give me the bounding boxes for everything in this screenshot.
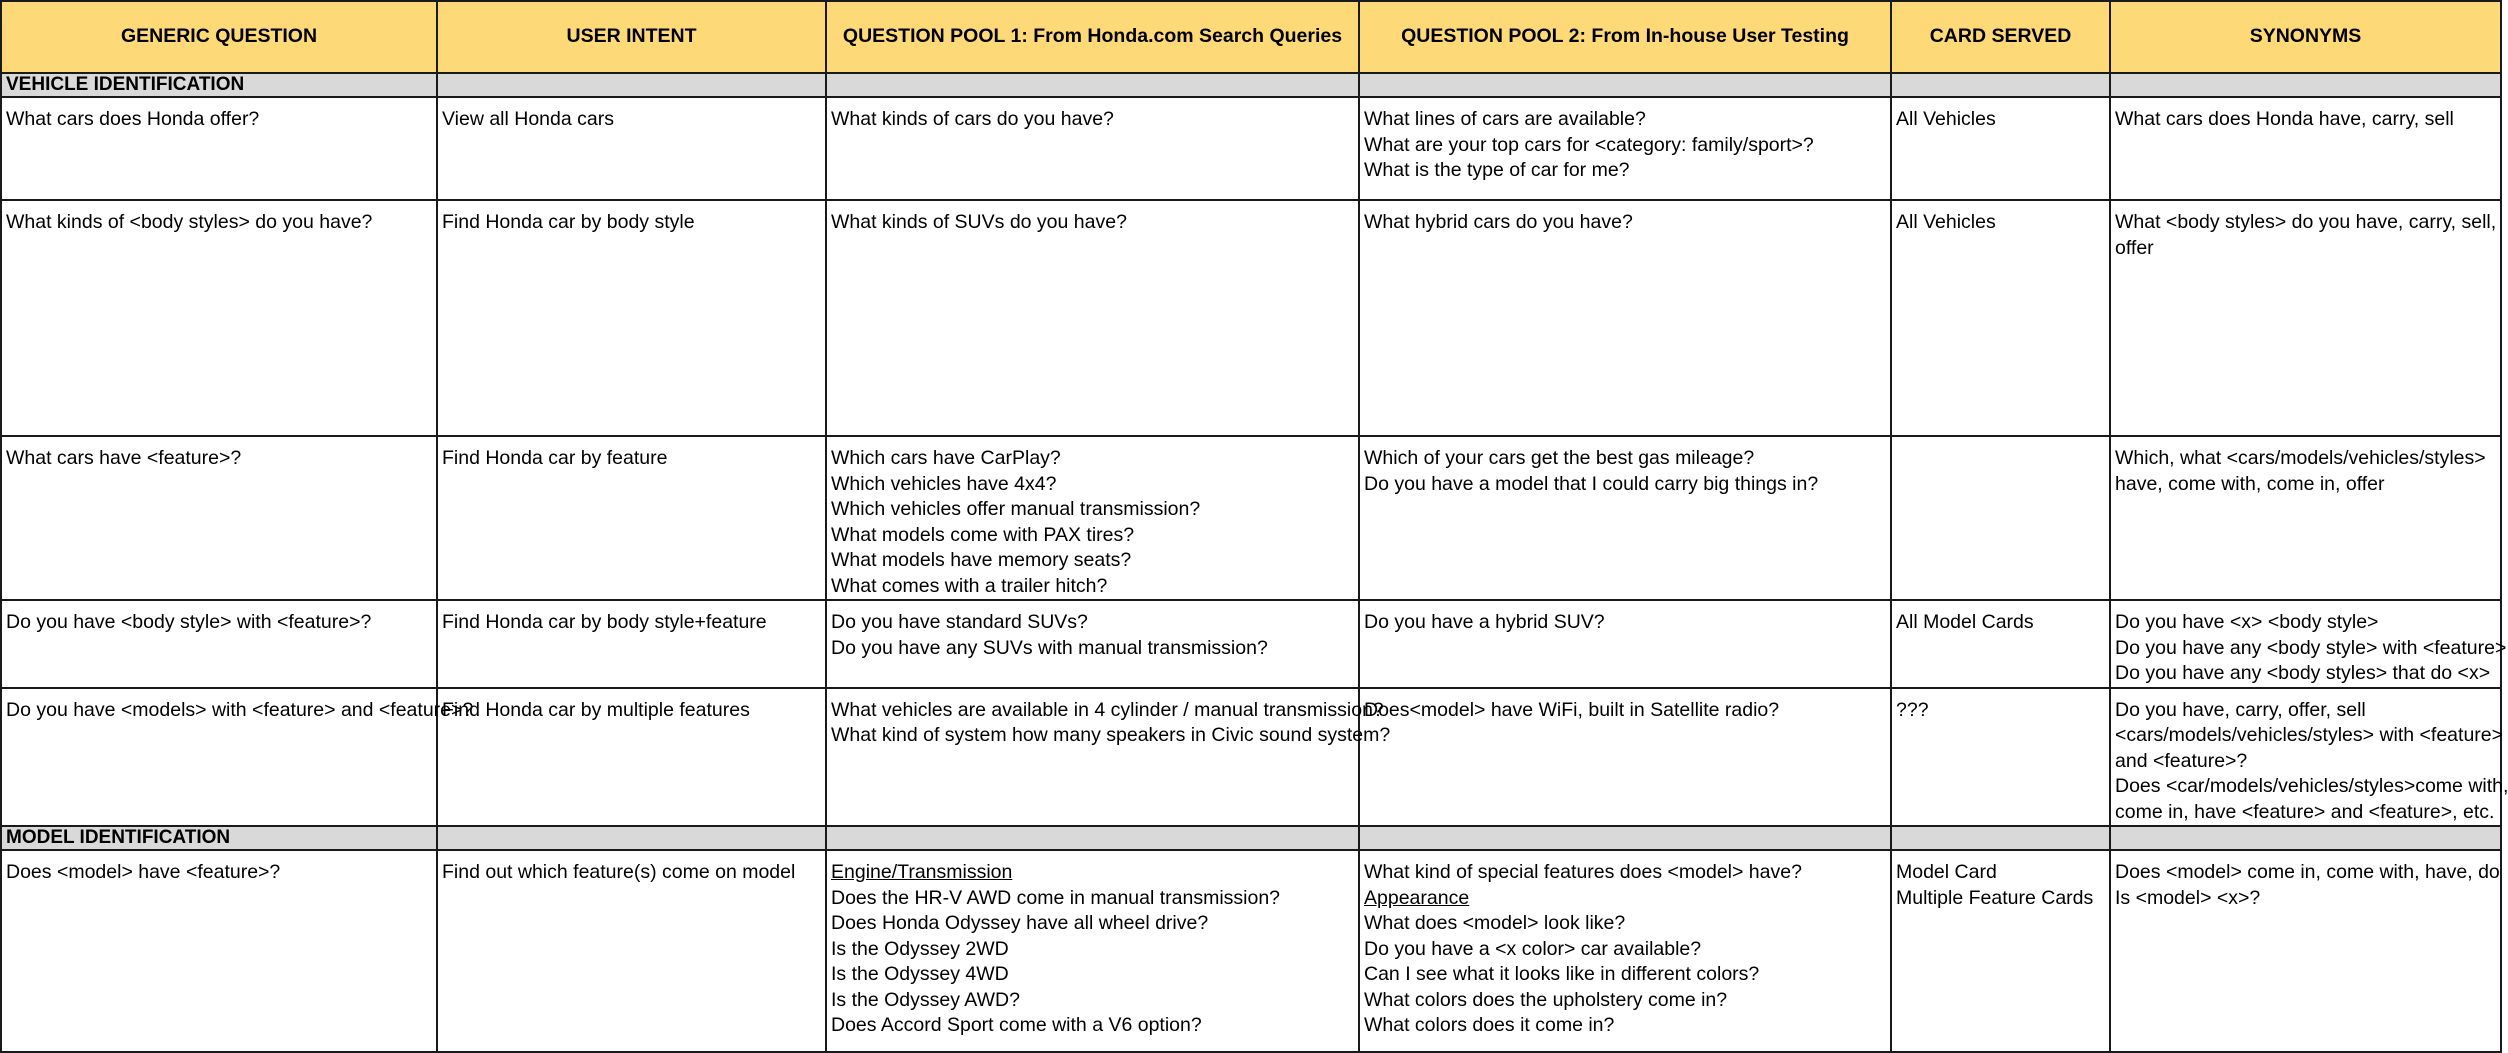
cell-content <box>827 98 1358 133</box>
cell-line: What kind of system how many speakers in Civic sound system? <box>831 724 1391 746</box>
cell-line: What cars does Honda offer? <box>6 108 260 130</box>
card-served-cell[interactable] <box>1891 850 2110 1052</box>
cell-line: What comes with a trailer hitch? <box>831 574 1108 597</box>
cell-line: What vehicles are available in 4 cylinder / manual transmission? <box>831 698 1384 721</box>
cell-line: Is the Odyssey 4WD <box>831 963 1009 985</box>
header-question-pool-2[interactable]: QUESTION POOL 2: From In-house User Testing <box>1359 1 1891 73</box>
cell-line: What kind of special features does <model> have? <box>1364 861 1802 883</box>
synonyms-cell[interactable] <box>2110 200 2501 436</box>
synonyms-cell[interactable] <box>2110 688 2508 827</box>
cell-line: Does <model> come in, come with, have, do <box>2115 861 2500 883</box>
cell-line: Find out which feature(s) come on model <box>442 861 796 883</box>
table-row <box>1 436 2501 600</box>
synonyms-cell[interactable] <box>2110 436 2501 600</box>
card-served-cell[interactable] <box>1891 200 2110 436</box>
cell-line: Do you have any <body styles> that do <x> <box>2115 662 2491 684</box>
cell-line: Find Honda car by feature <box>442 447 668 469</box>
question-pool-2-cell[interactable] <box>1359 600 1891 688</box>
cell-line: Does Honda Odyssey have all wheel drive? <box>831 912 1209 934</box>
card-served-cell[interactable] <box>1891 600 2110 688</box>
cell-line: Do you have <models> with <feature> and <feature>? <box>6 698 474 721</box>
cell-content <box>1360 851 1890 1039</box>
section-header-row <box>1 826 2501 850</box>
cell-line: Multiple Feature Cards <box>1896 886 2094 909</box>
cell-content <box>2 437 436 472</box>
generic-question-cell[interactable] <box>1 436 437 600</box>
cell-content <box>1892 689 2109 724</box>
cell-line: All Vehicles <box>1896 211 1996 233</box>
cell-content <box>1892 437 2109 446</box>
table-row <box>1 600 2501 688</box>
cell-line: What <body styles> do you have, carry, sell, <box>2115 211 2497 233</box>
question-pool-1-cell[interactable] <box>826 97 1359 200</box>
cell-line: <cars/models/vehicles/styles> with <feature> <box>2115 724 2504 746</box>
question-pool-1-cell[interactable] <box>826 850 1359 1052</box>
cell-line: Which vehicles have 4x4? <box>831 472 1057 495</box>
header-synonyms[interactable]: SYNONYMS <box>2110 1 2501 73</box>
cell-content <box>827 689 1391 749</box>
cell-line: Do you have <x> <body style> <box>2115 611 2379 633</box>
subheading-label: Engine/Transmission <box>831 861 1013 883</box>
cell-line: Which of your cars get the best gas mileage? <box>1364 447 1755 469</box>
header-question-pool-1[interactable]: QUESTION POOL 1: From Honda.com Search Queries <box>826 1 1359 73</box>
card-served-cell[interactable] <box>1891 688 2110 827</box>
user-intent-cell[interactable] <box>437 200 826 436</box>
section-header-cell[interactable] <box>826 826 1359 850</box>
question-pool-2-cell[interactable] <box>1359 97 1891 200</box>
cell-line: Model Card <box>1896 861 1997 883</box>
cell-line: What colors does the upholstery come in? <box>1364 988 1728 1011</box>
synonyms-cell[interactable] <box>2110 850 2501 1052</box>
table-row <box>1 200 2501 436</box>
card-served-cell[interactable] <box>1891 97 2110 200</box>
question-pool-1-cell[interactable] <box>826 600 1359 688</box>
cell-content <box>827 601 1358 661</box>
user-intent-cell[interactable] <box>437 850 826 1052</box>
cell-content <box>1360 98 1890 184</box>
subheading-label: Appearance <box>1364 886 1470 909</box>
cell-line: Is the Odyssey 2WD <box>831 937 1009 960</box>
cell-line: Do you have any <body style> with <feature> <box>2115 636 2507 659</box>
cell-content <box>438 98 825 133</box>
cell-content <box>1360 201 1890 236</box>
cell-line: come in, have <feature> and <feature>, etc. <box>2115 800 2495 823</box>
header-user-intent[interactable]: USER INTENT <box>437 1 826 73</box>
cell-line: What cars does Honda have, carry, sell <box>2115 108 2454 130</box>
generic-question-cell[interactable] <box>1 850 437 1052</box>
cell-line: Do you have a <x color> car available? <box>1364 937 1702 960</box>
cell-content <box>1360 437 1890 497</box>
cell-line: Does <car/models/vehicles/styles>come with, <box>2115 775 2508 797</box>
cell-line: What colors does it come in? <box>1364 1014 1615 1036</box>
cell-content <box>2 201 436 236</box>
section-header-cell[interactable] <box>437 826 826 850</box>
cell-line: What cars have <feature>? <box>6 447 242 469</box>
table-row <box>1 850 2501 1052</box>
table-row <box>1 688 2501 827</box>
cell-line: Do you have any SUVs with manual transmission? <box>831 636 1268 659</box>
generic-question-cell[interactable] <box>1 600 437 688</box>
cell-line: What lines of cars are available? <box>1364 108 1646 130</box>
header-generic-question[interactable]: GENERIC QUESTION <box>1 1 437 73</box>
cell-content <box>2111 601 2507 687</box>
user-intent-cell[interactable] <box>437 688 826 827</box>
cell-line: What kinds of <body styles> do you have? <box>6 211 373 233</box>
cell-line: What models come with PAX tires? <box>831 523 1135 546</box>
cell-content <box>2 601 436 636</box>
cell-line: What hybrid cars do you have? <box>1364 211 1633 233</box>
cell-content <box>2 851 436 886</box>
generic-question-cell[interactable] <box>1 688 474 827</box>
question-pool-2-cell[interactable] <box>1359 200 1891 436</box>
cell-line: Is <model> <x>? <box>2115 886 2261 909</box>
cell-line: Which vehicles offer manual transmission? <box>831 498 1201 520</box>
cell-content <box>1360 689 1890 724</box>
cell-line: Do you have standard SUVs? <box>831 611 1088 633</box>
section-header-cell[interactable] <box>1891 826 2110 850</box>
section-header-cell[interactable] <box>2110 826 2501 850</box>
cell-content <box>438 601 825 636</box>
generic-question-cell[interactable] <box>1 200 437 436</box>
cell-line: Does <model> have <feature>? <box>6 861 281 883</box>
section-header-cell[interactable] <box>1359 73 1891 97</box>
cell-line: Which, what <cars/models/vehicles/styles> <box>2115 447 2486 469</box>
cell-line: ??? <box>1896 698 1929 721</box>
cell-line: What models have memory seats? <box>831 549 1132 571</box>
question-pool-2-cell[interactable] <box>1359 436 1891 600</box>
cell-line: Do you have, carry, offer, sell <box>2115 698 2366 721</box>
cell-line: Does Accord Sport come with a V6 option? <box>831 1014 1202 1036</box>
cell-line: All Model Cards <box>1896 611 2034 633</box>
cell-line: What does <model> look like? <box>1364 912 1626 934</box>
cell-content <box>438 201 825 236</box>
user-intent-cell[interactable] <box>437 97 826 200</box>
cell-content <box>438 689 825 724</box>
cell-line: Is the Odyssey AWD? <box>831 988 1020 1011</box>
cell-content <box>438 851 825 886</box>
cell-line: All Vehicles <box>1896 108 1996 130</box>
cell-content <box>1892 601 2109 636</box>
section-header-cell[interactable] <box>2110 73 2501 97</box>
cell-line: have, come with, come in, offer <box>2115 472 2385 495</box>
cell-line: What kinds of cars do you have? <box>831 108 1114 130</box>
header-row <box>1 1 2501 73</box>
table-row <box>1 97 2501 200</box>
cell-line: Can I see what it looks like in different colors? <box>1364 963 1760 985</box>
cell-content <box>2111 437 2500 497</box>
cell-line: Find Honda car by body style <box>442 211 695 233</box>
cell-content <box>827 851 1358 1039</box>
cell-line: What kinds of SUVs do you have? <box>831 211 1127 233</box>
cell-line: Do you have a model that I could carry big things in? <box>1364 472 1819 495</box>
cell-content <box>2111 689 2508 826</box>
cell-line: What is the type of car for me? <box>1364 159 1630 181</box>
question-pool-2-cell[interactable] <box>1359 850 1891 1052</box>
cell-line: Which cars have CarPlay? <box>831 447 1061 469</box>
cell-line: What are your top cars for <category: family/sport>? <box>1364 133 1814 156</box>
synonyms-cell[interactable] <box>2110 97 2501 200</box>
cell-content <box>2111 851 2500 911</box>
question-pool-1-cell[interactable] <box>826 200 1359 436</box>
section-header-cell[interactable] <box>1359 826 1891 850</box>
cell-content <box>827 437 1358 599</box>
cell-line: Does the HR-V AWD come in manual transmission? <box>831 886 1281 909</box>
synonyms-cell[interactable] <box>2110 600 2507 688</box>
section-title[interactable]: MODEL IDENTIFICATION <box>1 826 437 850</box>
cell-content <box>2111 201 2500 261</box>
cell-line: and <feature>? <box>2115 749 2248 772</box>
user-intent-cell[interactable] <box>437 436 826 600</box>
question-pool-1-cell[interactable] <box>826 436 1359 600</box>
cell-line: offer <box>2115 236 2154 259</box>
cell-content <box>2 98 436 133</box>
question-pool-2-cell[interactable] <box>1359 688 1891 827</box>
cell-line: Do you have <body style> with <feature>? <box>6 611 372 633</box>
cell-content <box>1892 851 2109 911</box>
section-header-row <box>1 73 2501 97</box>
cell-line: Find Honda car by body style+feature <box>442 611 767 633</box>
header-card-served[interactable]: CARD SERVED <box>1891 1 2110 73</box>
cell-line: View all Honda cars <box>442 108 614 130</box>
cell-content <box>827 201 1358 236</box>
cell-content <box>1892 98 2109 133</box>
cell-content <box>2 689 474 724</box>
card-served-cell[interactable] <box>1891 436 2110 600</box>
cell-line: Find Honda car by multiple features <box>442 698 750 721</box>
cell-content <box>1360 601 1890 636</box>
user-intent-cell[interactable] <box>437 600 826 688</box>
cell-content <box>438 437 825 472</box>
generic-question-cell[interactable] <box>1 97 437 200</box>
section-title[interactable]: VEHICLE IDENTIFICATION <box>1 73 437 97</box>
section-header-cell[interactable] <box>826 73 1359 97</box>
section-header-cell[interactable] <box>1891 73 2110 97</box>
cell-content <box>2111 98 2500 133</box>
cell-line: Do you have a hybrid SUV? <box>1364 611 1605 633</box>
question-pool-1-cell[interactable] <box>826 688 1391 827</box>
section-header-cell[interactable] <box>437 73 826 97</box>
cell-content <box>1892 201 2109 236</box>
cell-line: Does<model> have WiFi, built in Satellite radio? <box>1364 698 1780 721</box>
